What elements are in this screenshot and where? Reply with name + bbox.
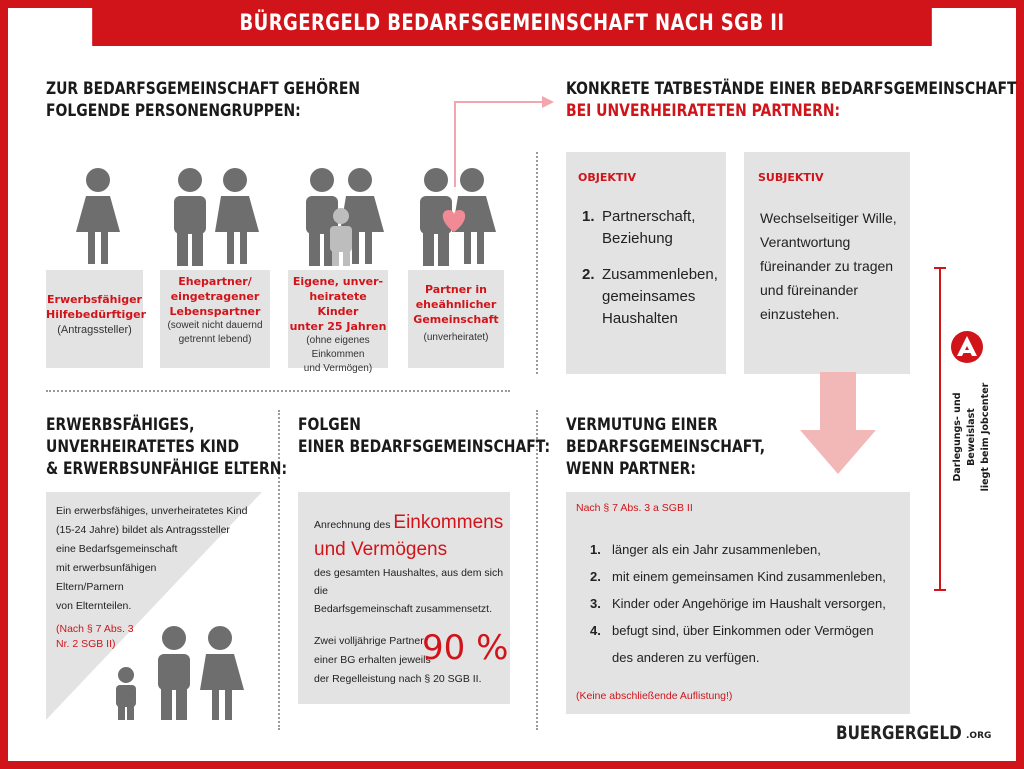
kind-text-line3: eine Bedarfsgemeinschaft [56,543,178,555]
tatbestaende-heading-line1: KONKRETE TATBESTÄNDE EINER BEDARFSGEMEINSCHAFT [566,79,1017,99]
objektiv-label: OBJEKTIV [578,171,636,184]
vermutung-item-4: befugt sind, über Einkommen oder Vermögen [612,623,874,638]
connector-arrow [450,92,560,192]
subjektiv-line5: einzustehen. [760,306,840,322]
objektiv-item2-line1: Zusammenleben, [602,266,718,283]
groups-heading-line1: ZUR BEDARFSGEMEINSCHAFT GEHÖREN [46,79,361,99]
group-card-1 [46,270,147,368]
folgen-heading [298,414,605,458]
group4-line3: Gemeinschaft [413,313,499,326]
page-title: BÜRGERGELD BEDARFSGEMEINSCHAFT NACH SGB II [92,0,932,46]
kind-ref-line2: Nr. 2 SGB II) [56,638,116,650]
vermutung-footnote: (Keine abschließende Auflistung!) [576,690,733,702]
group1-line2: Hilfebedürftiger [46,308,147,321]
folgen-partner-1: Zwei volljährige Partner [314,635,424,647]
brand-main: BUERGERGELD [836,722,962,744]
burden-note-line2: liegt beim Jobcenter [980,382,991,492]
folgen-post-2: Bedarfsgemeinschaft zusammensetzt. [314,603,492,615]
kind-text-line1: Ein erwerbsfähiges, unverheiratetes Kind [56,505,248,517]
kind-text-line4: mit erwerbsunfähigen [56,562,157,574]
divider-left-horizontal [46,390,510,392]
group-card-2 [160,270,270,368]
divider-bottom-vertical-2 [536,410,538,730]
kind-heading-line3: & ERWERBSUNFÄHIGE ELTERN: [46,459,288,479]
folgen-big-2: und Vermögens [314,539,448,560]
group2-line1: Ehepartner/ [178,275,252,288]
group3-line2: heiratete Kinder [309,290,367,318]
group1-line1: Erwerbsfähiger [47,293,142,306]
group-card-3 [288,270,388,374]
subjektiv-line4: und füreinander [760,282,859,298]
folgen-heading-line2: EINER BEDARFSGEMEINSCHAFT: [298,437,551,457]
objektiv-item1-line2: Beziehung [602,230,673,247]
group4-line2: eheähnlicher [415,298,497,311]
folgen-partner-2: einer BG erhalten jeweils [314,654,431,666]
kind-text-line2: (15-24 Jahre) bildet als Antragssteller [56,524,230,536]
down-arrow [800,372,876,476]
kind-text-line5: Eltern/Parnern [56,581,124,593]
objektiv-num-1: 1. [582,208,595,225]
objektiv-item2-line3: Haushalten [602,310,678,327]
subjektiv-panel [744,152,910,374]
groups-heading-line2: FOLGENDE PERSONENGRUPPEN: [46,101,301,121]
vermutung-num-1: 1. [590,542,601,557]
group3-note1: (ohne eigenes [306,335,370,346]
objektiv-num-2: 2. [582,266,595,283]
burden-note-line1: Darlegungs- und Beweislast [952,392,977,482]
folgen-big-1: Einkommens [393,512,504,533]
kind-ref-line1: (Nach § 7 Abs. 3 [56,623,134,635]
kind-eltern-text [56,502,247,652]
group2-note1: (soweit nicht dauernd [167,320,263,331]
tatbestaende-heading-line2: BEI UNVERHEIRATETEN PARTNERN: [566,101,841,121]
folgen-pre: Anrechnung des [314,519,391,531]
burden-bracket [932,266,948,592]
subjektiv-label: SUBJEKTIV [758,171,824,184]
divider-top-vertical [536,152,538,374]
tatbestaende-heading [566,78,1024,122]
objektiv-panel [566,152,726,374]
group4-note: (unverheiratet) [423,332,489,343]
vermutung-item-5: des anderen zu verfügen. [612,650,760,665]
vermutung-item-2: mit einem gemeinsamen Kind zusammenleben, [612,569,886,584]
agency-logo-icon [950,330,984,364]
group3-note3: und Vermögen) [303,363,373,374]
groups-heading [46,78,429,122]
vermutung-heading-line3: WENN PARTNER: [566,459,696,479]
vermutung-num-5 [590,644,612,671]
group4-line1: Partner in [424,283,488,296]
couple-icon [174,168,259,266]
group-card-4 [408,270,504,368]
subjektiv-line3: füreinander zu tragen [760,258,894,274]
folgen-partner-3: der Regelleistung nach § 20 SGB II. [314,673,482,685]
vermutung-ref: Nach § 7 Abs. 3 a SGB II [576,502,693,514]
vermutung-num-4: 4. [590,623,601,638]
objektiv-item1-line1: Partnerschaft, [602,208,696,225]
vermutung-heading-line2: BEDARFSGEMEINSCHAFT, [566,437,766,457]
vermutung-item-3: Kinder oder Angehörige im Haushalt versorgen, [612,596,886,611]
folgen-post-1: des gesamten Haushaltes, aus dem sich die [314,567,504,597]
folgen-percent: 90 % [422,628,509,668]
vermutung-item-1: länger als ein Jahr zusammenleben, [612,542,821,557]
group3-line3: unter 25 Jahren [289,320,387,333]
group2-line3: Lebenspartner [169,305,261,318]
family-icon [306,168,384,266]
burden-note [951,372,991,502]
single-person-icon [76,168,120,264]
vermutung-heading [566,414,809,480]
vermutung-heading-line1: VERMUTUNG EINER [566,415,718,435]
group2-line2: eingetragener [170,290,260,303]
vermutung-num-2: 2. [590,569,601,584]
group3-note2: Einkommen [311,349,365,360]
group1-note: (Antragssteller) [57,324,132,336]
group2-note2: getrennt lebend) [178,334,252,345]
subjektiv-line1: Wechselseitiger Wille, [760,210,897,226]
person-groups-illustration [60,160,500,270]
subjektiv-line2: Verantwortung [760,234,851,250]
kind-text-line6: von Elternteilen. [56,600,132,612]
vermutung-panel [566,492,910,714]
kind-eltern-heading [46,414,340,480]
kind-heading-line2: UNVERHEIRATETES KIND [46,437,240,457]
objektiv-item2-line2: gemeinsames [602,288,696,305]
folgen-heading-line1: FOLGEN [298,415,361,435]
vermutung-num-3: 3. [590,596,601,611]
folgen-panel [298,492,510,704]
kind-heading-line1: ERWERBSFÄHIGES, [46,415,195,435]
group3-line1: Eigene, unver- [292,275,384,288]
brand-suffix: .ORG [966,731,992,741]
